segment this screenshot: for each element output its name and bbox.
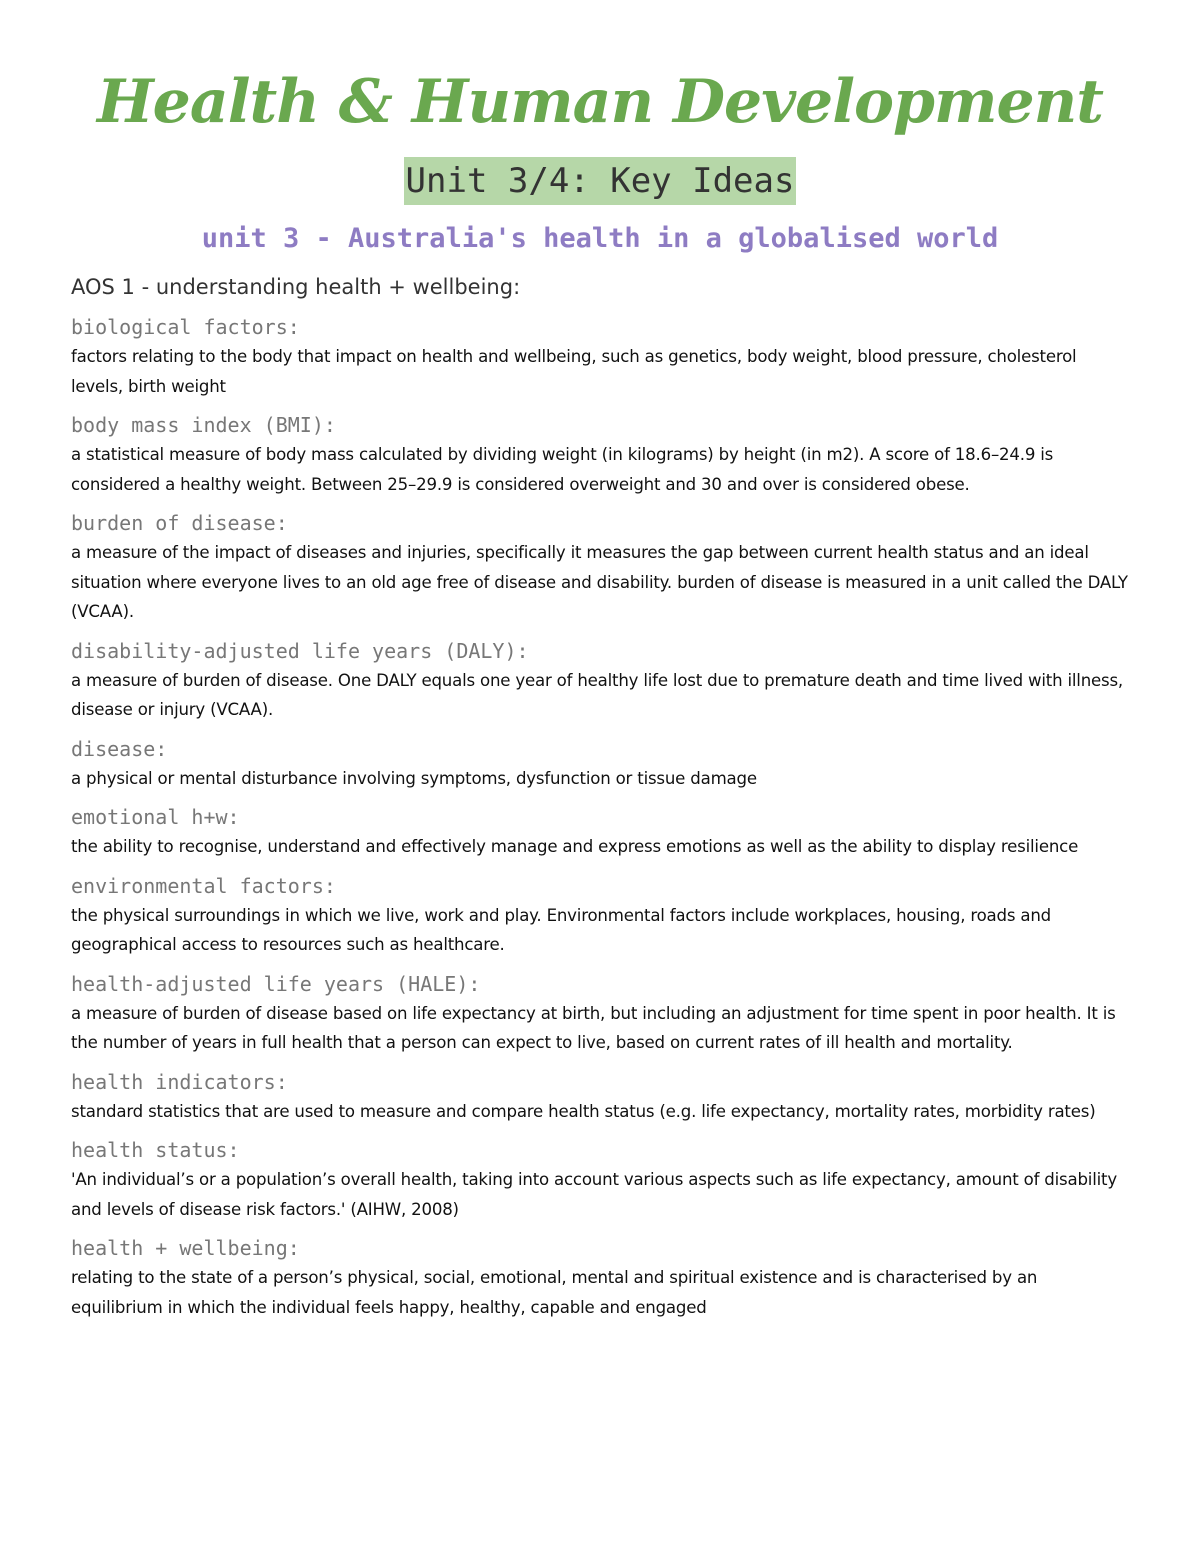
definition: the ability to recognise, understand and effectively manage and express emotions as well as the ability to display resilience <box>71 837 1079 856</box>
definition: a measure of the impact of diseases and injuries, specifically it measures the gap between current health status and an ideal situation where everyone lives to an old age free of disease and disability. burden of disease is measured in a unit called the DALY (VCAA). <box>71 543 1128 621</box>
definition: the physical surroundings in which we live, work and play. Environmental factors include workplaces, housing, roads and geographical access to resources such as healthcare. <box>71 905 1051 954</box>
definition: relating to the state of a person’s physical, social, emotional, mental and spiritual existence and is characterised by an equilibrium in which the individual feels happy, healthy, capable and engaged <box>71 1268 1038 1317</box>
definition: standard statistics that are used to measure and compare health status (e.g. life expectancy, mortality rates, morbidity rates) <box>71 1101 1096 1121</box>
aos-heading: AOS 1 - understanding health + wellbeing: <box>71 275 521 299</box>
definition: a statistical measure of body mass calculated by dividing weight (in kilograms) by height (in m2). A score of 18.6–24.9 is considered a healthy weight. Between 25–29.9 is considered overweight and 30 and over is considered obese. <box>71 445 1054 494</box>
definition-entry <box>71 312 1131 401</box>
definition: a measure of burden of disease based on life expectancy at birth, but including an adjustment for time spent in poor health. It is the number of years in full health that a person can expect to live, based on current rates of ill health and mortality. <box>71 1003 1116 1052</box>
definition: a measure of burden of disease. One DALY equals one year of healthy life lost due to premature death and time lived with illness, disease or injury (VCAA). <box>71 670 1123 719</box>
definition-entry <box>71 410 1131 499</box>
definition-entry <box>71 802 1131 862</box>
definition-entry <box>71 969 1131 1058</box>
unit-heading: unit 3 - Australia's health in a globalised world <box>201 223 999 254</box>
definition: a physical or mental disturbance involving symptoms, dysfunction or tissue damage <box>71 768 757 788</box>
definition-entry <box>71 1233 1131 1322</box>
term: body mass index (BMI): <box>71 413 336 437</box>
term: health + wellbeing: <box>71 1236 300 1260</box>
definition-entry <box>71 1067 1131 1127</box>
term: disability-adjusted life years (DALY): <box>71 638 529 663</box>
term: burden of disease: <box>71 511 288 535</box>
definitions-list <box>71 312 1131 1331</box>
term: disease: <box>71 736 168 761</box>
term: health-adjusted life years (HALE): <box>71 971 481 996</box>
definition: 'An individual’s or a population’s overall health, taking into account various aspects such as life expectancy, amount of disability and levels of disease risk factors.' (AIHW, 2008) <box>71 1170 1117 1219</box>
definition-entry <box>71 508 1131 627</box>
subtitle-container <box>0 157 1200 205</box>
term: health indicators: <box>71 1069 288 1094</box>
term: emotional h+w: <box>71 805 240 829</box>
term: health status: <box>71 1138 240 1162</box>
definition: factors relating to the body that impact on health and wellbeing, such as genetics, body weight, blood pressure, cholesterol levels, birth weight <box>71 347 1077 396</box>
document-title: Health & Human Development <box>96 67 1103 137</box>
term: biological factors: <box>71 315 300 339</box>
definition-entry <box>71 636 1131 725</box>
document-subtitle: Unit 3/4: Key Ideas <box>404 157 797 205</box>
definition-entry <box>71 1135 1131 1224</box>
definition-entry <box>71 871 1131 960</box>
definition-entry <box>71 734 1131 794</box>
term: environmental factors: <box>71 873 336 898</box>
